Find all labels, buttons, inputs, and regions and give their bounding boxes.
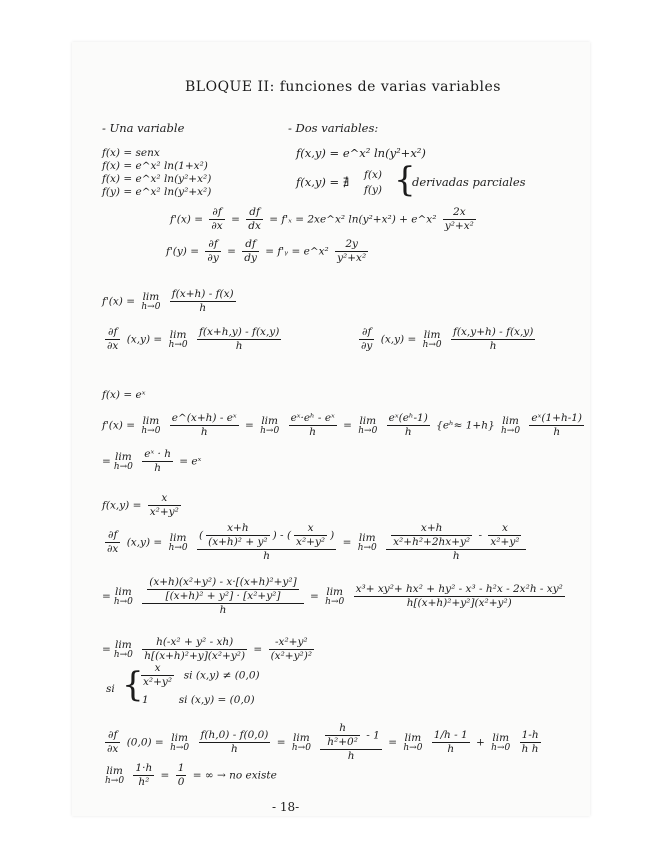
partial-at-origin: $\frac{\partial f}{\partial x}$ (0,0) = lim h→0 $\frac{f(h,0) - f(0,0)}{h}$ = lim h→0 $\frac{h}{\text{h²+0²}}$ - 1 h = lim h→0 $\frac{1/h - 1}{h}$ + lim h→0 $\frac{1-h}{\text{h h}}$ <box>107 722 539 762</box>
one-var-func-4: f(y) = e^x² ln(y²+x²) <box>102 186 212 198</box>
one-variable-heading: - Una variable <box>102 121 185 135</box>
piecewise-brace: { <box>122 665 144 705</box>
partials-note: derivadas parciales <box>412 175 526 189</box>
partial-y-definition: $\frac{\partial f}{\partial y}$ (x,y) = lim h→0 $\frac{f(x,y+h) - f(x,y)}{h}$ <box>361 326 534 352</box>
example-rational-partial: $\frac{\partial f}{\partial x}$ (x,y) = lim h→0 ( $\frac{x+h}{\text{(x+h)² + y²}}$ ) - ( $\frac{x}{\text{x²+y²}}$ ) h = lim h→0 $\frac{x+h}{\text{x²+h²+2hx+y²}}$ - $\frac{x}{\text{x²+y²}}$ h <box>102 522 529 563</box>
piecewise-case-1: $\frac{x}{\text{x²+y²}}$ si (x,y) ≠ (0,0) <box>143 662 260 688</box>
example-exp-def: f(x) = eˣ <box>102 389 146 401</box>
example-rational-def: f(x,y) = $\frac{x}{\text{x²+y²}}$ <box>102 492 179 518</box>
piecewise-label: si <box>106 683 115 695</box>
example-rational-expand: = lim h→0 $\frac{\frac{\text{(x+h)(x²+y²) - x·[(x+h)²+y²]}}{\text{[(x+h)² + y²] · [x²+y²]}}}{h}$ = lim h→0 $\frac{\text{x³+ xy²+ hx² + hy² - x³ - h²x - 2x²h - xy²}}{\text{h[(x+h)²+y²](x²+y²)}}$ <box>102 576 563 616</box>
two-var-func-none: f(x,y) = ∄ <box>296 175 350 189</box>
two-var-func: f(x,y) = e^x² ln(y²+x²) <box>296 146 426 160</box>
fx-derivative-line: f'(x) = $\frac{\partial f}{\partial x}$ = $\frac{df}{dx}$ = f'ₓ = 2xe^x² ln(y²+x²) + e^x² $\frac{2x}{\text{y²+x²}}$ <box>170 206 474 232</box>
piecewise-case-2: 1 si (x,y) = (0,0) <box>142 694 255 706</box>
fy-derivative-line: f'(y) = $\frac{\partial f}{\partial y}$ = $\frac{df}{dy}$ = f'ᵧ = e^x² $\frac{2y}{\text{y²+x²}}$ <box>166 238 367 264</box>
partial-fx-label: f(x) <box>364 169 383 181</box>
one-var-func-1: f(x) = senx <box>102 147 160 159</box>
partials-brace: { <box>394 160 416 200</box>
example-exp-result: = lim h→0 $\frac{\text{eˣ · h}}{h}$ = eˣ <box>102 448 202 474</box>
partial-x-definition: $\frac{\partial f}{\partial x}$ (x,y) = lim h→0 $\frac{f(x+h,y) - f(x,y)}{h}$ <box>107 326 280 352</box>
notebook-page <box>72 42 590 816</box>
one-var-func-2: f(x) = e^x² ln(1+x²) <box>102 160 208 172</box>
no-limit-conclusion: lim h→0 $\frac{1\cdot h}{\text{h²}}$ = $\frac{1}{0}$ = ∞ → no existe <box>105 762 277 788</box>
example-rational-simplify: = lim h→0 $\frac{\text{h(-x² + y² - xh)}}{\text{h[(x+h)²+y](x²+y²)}}$ = $\frac{\text{-x²+y²}}{\text{(x²+y²)²}}$ <box>102 636 313 662</box>
two-variables-heading: - Dos variables: <box>288 121 379 135</box>
partial-fy-label: f(y) <box>364 184 383 196</box>
example-exp-limit: f'(x) = lim h→0 $\frac{\text{e\textasciicircum{}(x+h) - eˣ}}{h}$ = lim h→0 $\frac{\text{eˣ·eʰ - eˣ}}{h}$ = lim h→0 $\frac{\text{eˣ(eʰ-1)}}{h}$ {eʰ≈ 1+h} lim h→0 $\frac{\text{eˣ(1+h-1)}}{h}$ <box>102 412 583 438</box>
page-number: - 18- <box>272 800 300 814</box>
page-title: BLOQUE II: funciones de varias variables <box>185 79 501 95</box>
derivative-definition: f'(x) = lim h→0 $\frac{f(x+h) - f(x)}{h}$ <box>102 288 234 314</box>
one-var-func-3: f(x) = e^x² ln(y²+x²) <box>102 173 212 185</box>
